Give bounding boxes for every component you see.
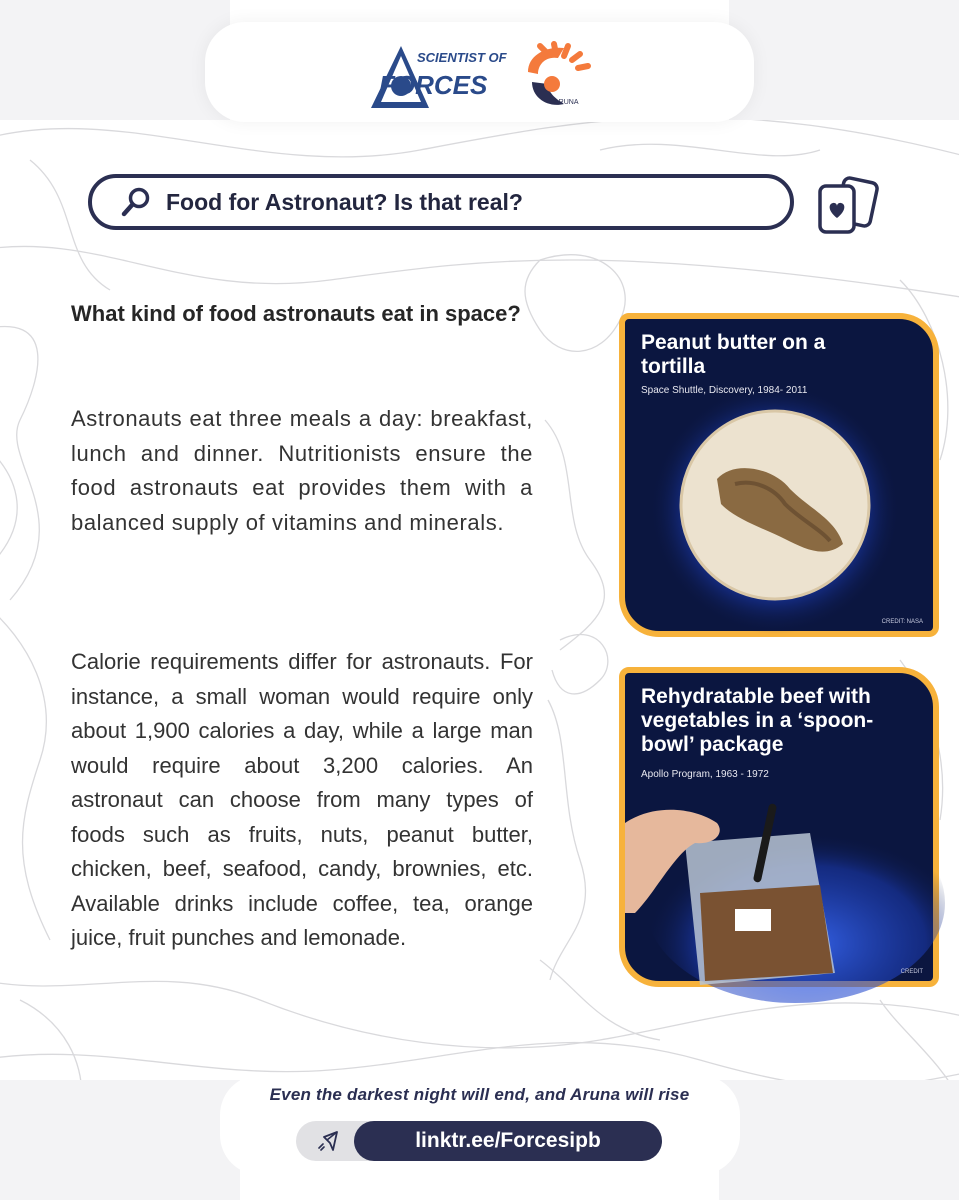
card-2-title: Rehydratable beef with vegetables in a ‘spoon-bowl’ package [641,685,874,756]
food-card-peanut-butter [619,313,939,637]
search-icon [118,184,154,220]
corner-shade-top-left [0,0,230,120]
card-1-title: Peanut butter on a tortilla [641,331,826,378]
food-card-rehydratable-beef [619,667,939,987]
svg-text:SCIENTIST OF: SCIENTIST OF [417,50,507,65]
cards-heart-icon[interactable] [812,176,884,236]
linktree-link[interactable]: linktr.ee/Forcesipb [354,1121,662,1161]
article-question: What kind of food astronauts eat in space? [71,301,521,326]
slogan: Even the darkest night will end, and Aruna will rise [269,1085,690,1104]
card-1-subtitle: Space Shuttle, Discovery, 1984- 2011 [641,385,808,396]
card-1-credit: CREDIT: NASA [881,619,923,625]
search-bar[interactable] [88,174,794,230]
card-2-credit: CREDIT [900,969,923,975]
search-query: Food for Astronaut? Is that real? [166,188,523,215]
article-paragraph-2: Calorie requirements differ for astronauts. For instance, a small woman would require only about 1,900 calories a day, while a large man would require about 3,200 calories. An astronaut can choose from many types of foods such as fruits, nuts, peanut butter, chicken, beef, seafood, candy, brownies, etc. Available drinks include coffee, tea, orange juice, fruit punches and lemonade. [71,649,533,950]
rocket-icon[interactable] [316,1130,340,1152]
corner-shade-top-right [729,0,959,120]
aruna-logo [518,42,594,112]
forces-logo-text: SCIENTIST OF FORCES [365,42,377,43]
forces-logo [365,42,507,114]
article-paragraph-1: Astronauts eat three meals a day: breakfast, lunch and dinner. Nutritionists ensure the food astronauts eat provides them with a balanced supply of vitamins and minerals. [71,406,533,535]
card-2-subtitle: Apollo Program, 1963 - 1972 [641,769,769,780]
aruna-logo-label: ARUNA [554,99,579,106]
svg-text:FORCES: FORCES [379,70,488,100]
